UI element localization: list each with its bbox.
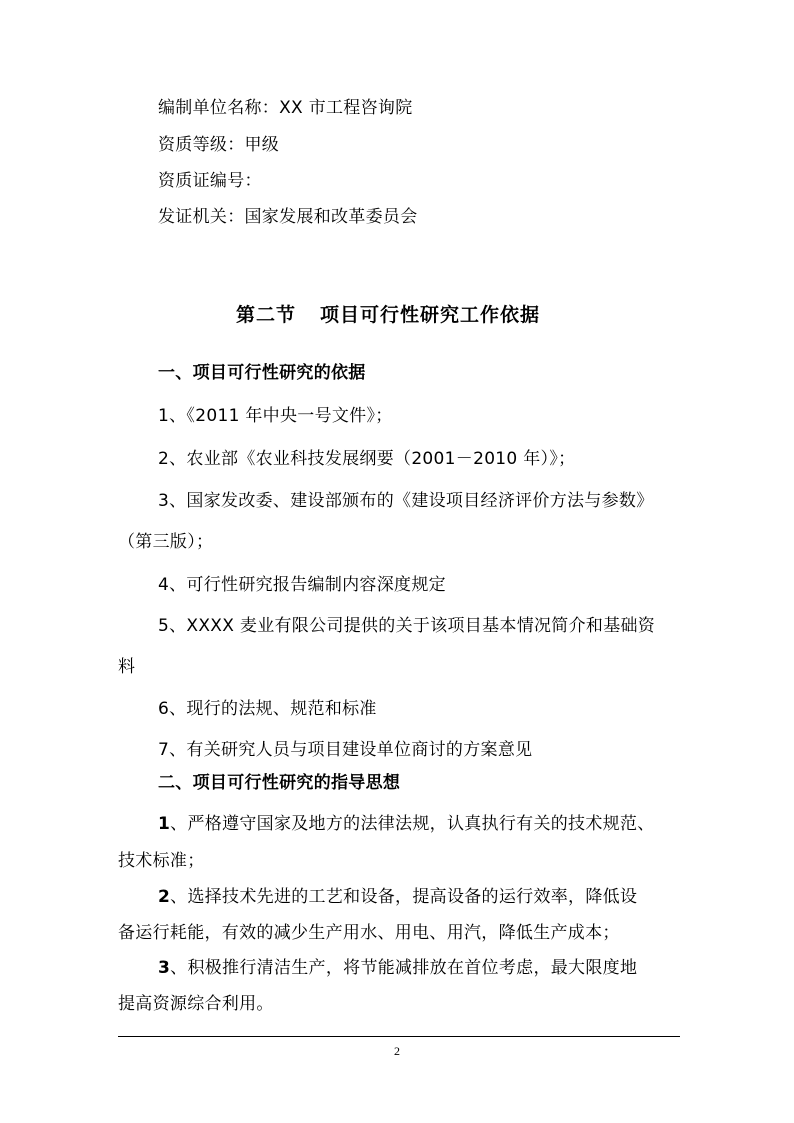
basis-item-4: 4、可行性研究报告编制内容深度规定 — [158, 575, 446, 595]
guidance-item-2-number: 2 — [158, 887, 171, 907]
footer-rule — [118, 1036, 680, 1037]
basis-item-5: 5、XXXX 麦业有限公司提供的关于该项目基本情况简介和基础资 — [158, 616, 656, 636]
guidance-item-1-continued: 技术标准； — [118, 851, 205, 871]
guidance-item-2 — [158, 886, 637, 908]
basis-item-7: 7、有关研究人员与项目建设单位商讨的方案意见 — [158, 740, 533, 760]
basis-item-5-continued: 料 — [118, 657, 136, 677]
basis-item-1: 1、《2011 年中央一号文件》； — [158, 406, 393, 426]
section-heading — [236, 304, 540, 326]
org-certificate-number: 资质证编号： — [158, 171, 262, 191]
guidance-item-3-continued: 提高资源综合利用。 — [118, 994, 274, 1014]
guidance-item-3-number: 3 — [158, 958, 171, 978]
page-number: 2 — [394, 1044, 400, 1058]
basis-item-3: 3、国家发改委、建设部颁布的《建设项目经济评价方法与参数》 — [158, 491, 654, 511]
basis-heading: 一、项目可行性研究的依据 — [158, 363, 366, 383]
guidance-item-3 — [158, 957, 637, 979]
guidance-item-3-text: 、积极推行清洁生产，将节能减排放在首位考虑，最大限度地 — [170, 958, 638, 978]
guidance-item-1-text: 、严格遵守国家及地方的法律法规，认真执行有关的技术规范、 — [170, 814, 655, 834]
org-qualification-level: 资质等级：甲级 — [158, 135, 280, 155]
basis-item-6: 6、现行的法规、规范和标准 — [158, 699, 377, 719]
guidance-item-1 — [158, 813, 655, 835]
basis-item-3-continued: （第三版）； — [118, 532, 214, 552]
guidance-heading: 二、项目可行性研究的指导思想 — [158, 773, 401, 793]
org-unit-name: 编制单位名称：XX 市工程咨询院 — [158, 98, 413, 118]
guidance-item-2-text: 、选择技术先进的工艺和设备，提高设备的运行效率，降低设 — [170, 887, 638, 907]
section-number: 第二节 — [236, 304, 297, 326]
org-issuing-authority: 发证机关：国家发展和改革委员会 — [158, 207, 418, 227]
basis-item-2: 2、农业部《农业科技发展纲要（2001－2010 年）》； — [158, 449, 576, 469]
guidance-item-2-continued: 备运行耗能，有效的减少生产用水、用电、用汽，降低生产成本； — [118, 923, 620, 943]
section-title: 项目可行性研究工作依据 — [320, 304, 541, 326]
guidance-item-1-number: 1 — [158, 814, 171, 834]
